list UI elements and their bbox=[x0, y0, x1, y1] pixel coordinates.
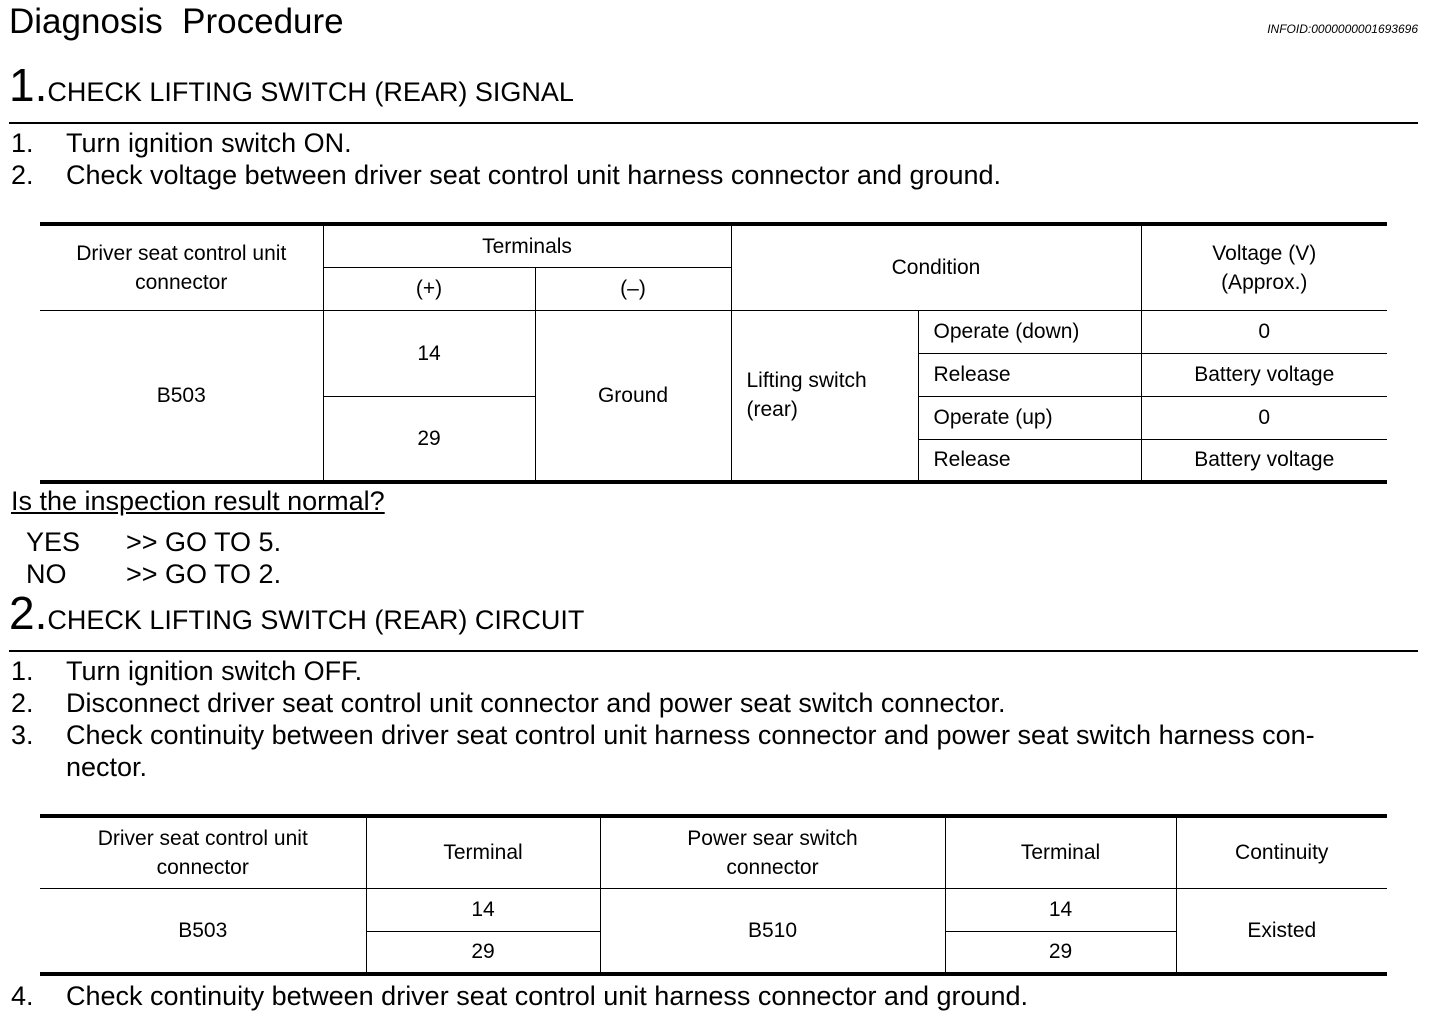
condition-cell: Operate (down) bbox=[918, 310, 1141, 353]
terminal-cell: 14 bbox=[945, 888, 1176, 931]
voltage-cell: Battery voltage bbox=[1141, 353, 1387, 396]
connector-cell: B510 bbox=[600, 888, 945, 974]
header-minus: (–) bbox=[535, 267, 731, 310]
ground-cell: Ground bbox=[535, 310, 731, 482]
voltage-cell: Battery voltage bbox=[1141, 439, 1387, 482]
condition-cell: Release bbox=[918, 353, 1141, 396]
header-voltage: Voltage (V) (Approx.) bbox=[1141, 224, 1387, 310]
voltage-cell: 0 bbox=[1141, 396, 1387, 439]
condition-cell: Release bbox=[918, 439, 1141, 482]
instruction-item: 1. Turn ignition switch ON. bbox=[11, 128, 352, 158]
terminal-cell: 29 bbox=[323, 396, 535, 482]
instruction-item: 3. Check continuity between driver seat control unit harness connector and power seat switch harness con- nector. bbox=[11, 720, 1315, 782]
header-connector: Driver seat control unit connector bbox=[40, 224, 323, 310]
instruction-item: 2. Disconnect driver seat control unit connector and power seat switch connector. bbox=[11, 688, 1006, 718]
step-1-title: CHECK LIFTING SWITCH (REAR) SIGNAL bbox=[47, 77, 574, 107]
header-continuity: Continuity bbox=[1176, 816, 1387, 888]
page-title: Diagnosis Procedure bbox=[9, 2, 344, 41]
answer-yes: YES >> GO TO 5. bbox=[26, 527, 282, 557]
header-terminals: Terminals bbox=[323, 224, 731, 267]
step-2-heading bbox=[9, 586, 584, 640]
instruction-item: 1. Turn ignition switch OFF. bbox=[11, 656, 363, 686]
voltage-check-table bbox=[40, 222, 1387, 484]
header-plus: (+) bbox=[323, 267, 535, 310]
terminal-cell: 14 bbox=[366, 888, 600, 931]
answer-no: NO >> GO TO 2. bbox=[26, 559, 282, 589]
step-2-divider bbox=[9, 650, 1418, 652]
switch-cell: Lifting switch (rear) bbox=[731, 310, 918, 482]
step-1-heading bbox=[9, 58, 574, 112]
step-1-number: 1. bbox=[9, 59, 48, 111]
connector-cell: B503 bbox=[40, 310, 323, 482]
inspection-question: Is the inspection result normal? bbox=[11, 486, 385, 516]
info-id: INFOID:0000000001693696 bbox=[1267, 22, 1418, 36]
step-2-title: CHECK LIFTING SWITCH (REAR) CIRCUIT bbox=[47, 605, 585, 635]
header-connector-1: Driver seat control unit connector bbox=[40, 816, 366, 888]
terminal-cell: 29 bbox=[366, 931, 600, 974]
step-2-number: 2. bbox=[9, 587, 48, 639]
header-condition: Condition bbox=[731, 224, 1141, 310]
instruction-item: 4. Check continuity between driver seat control unit harness connector and ground. bbox=[11, 981, 1029, 1011]
voltage-cell: 0 bbox=[1141, 310, 1387, 353]
continuity-check-table bbox=[40, 814, 1387, 976]
terminal-cell: 29 bbox=[945, 931, 1176, 974]
condition-cell: Operate (up) bbox=[918, 396, 1141, 439]
terminal-cell: 14 bbox=[323, 310, 535, 396]
header-terminal-1: Terminal bbox=[366, 816, 600, 888]
header-terminal-2: Terminal bbox=[945, 816, 1176, 888]
continuity-cell: Existed bbox=[1176, 888, 1387, 974]
connector-cell: B503 bbox=[40, 888, 366, 974]
instruction-item: 2. Check voltage between driver seat control unit harness connector and ground. bbox=[11, 160, 1002, 190]
header-connector-2: Power sear switch connector bbox=[600, 816, 945, 888]
step-1-divider bbox=[9, 122, 1418, 124]
